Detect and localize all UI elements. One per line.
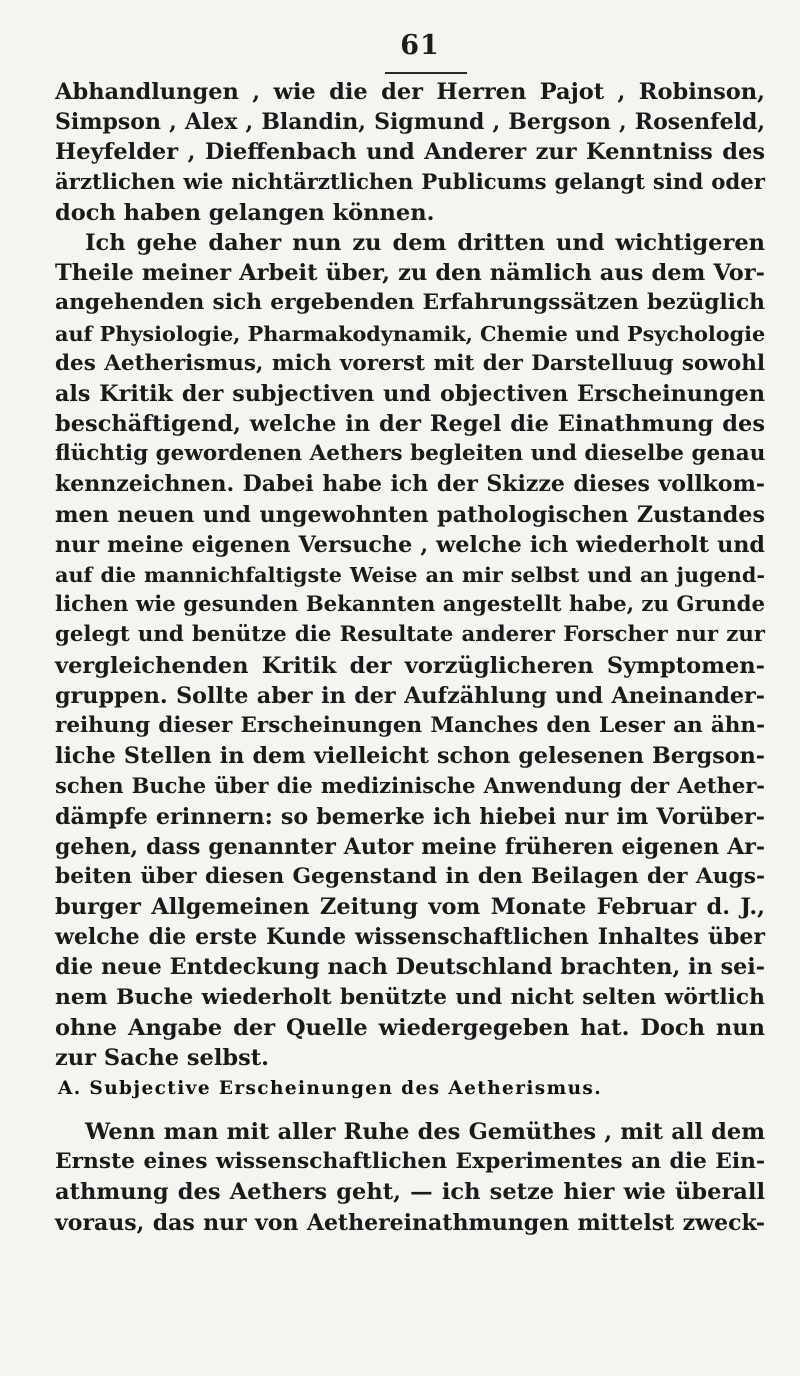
text-line: gruppen. Sollte aber in der Aufzählung und Aneinander- <box>55 682 765 709</box>
text-line: reihung dieser Erscheinungen Manches den Leser an ähn- <box>55 712 765 738</box>
text-line: auf die mannichfaltigste Weise an mir selbst und an jugend- <box>55 563 765 587</box>
text-line: men neuen und ungewohnten pathologischen Zustandes <box>55 501 765 528</box>
text-line: doch haben gelangen können. <box>55 199 435 226</box>
text-line: angehenden sich ergebenden Erfahrungssätzen bezüglich <box>55 290 765 316</box>
text-line: kennzeichnen. Dabei habe ich der Skizze dieses vollkom- <box>55 471 765 498</box>
text-line: Simpson , Alex , Blandin, Sigmund , Bergson , Rosenfeld, <box>55 109 765 136</box>
text-line: gehen, dass genannter Autor meine früheren eigenen Ar- <box>55 833 765 860</box>
text-line: Ernste eines wissenschaftlichen Experimentes an die Ein- <box>55 1149 765 1175</box>
section-heading: A. Subjective Erscheinungen des Aetherismus. <box>58 1078 603 1099</box>
text-line: Theile meiner Arbeit über, zu den nämlich aus dem Vor- <box>55 260 765 287</box>
text-line: voraus, das nur von Aethereinathmungen mittelst zweck- <box>55 1209 765 1236</box>
text-line: flüchtig gewordenen Aethers begleiten und dieselbe genau <box>55 441 766 467</box>
text-line: Heyfelder , Dieffenbach und Anderer zur Kenntniss des <box>55 139 765 166</box>
page-number-rule <box>385 72 467 74</box>
text-line: Abhandlungen , wie die der Herren Pajot , Robinson, <box>55 79 765 105</box>
text-line: Wenn man mit aller Ruhe des Gemüthes , mit all dem <box>85 1119 765 1145</box>
text-line: die neue Entdeckung nach Deutschland brachten, in sei- <box>55 954 765 981</box>
text-line: als Kritik der subjectiven und objectiven Erscheinungen <box>55 380 765 407</box>
text-line: lichen wie gesunden Bekannten angestellt habe, zu Grunde <box>55 592 765 618</box>
text-line: beiten über diesen Gegenstand in den Beilagen der Augs- <box>55 863 765 889</box>
page-number: 61 <box>400 30 440 61</box>
text-line: Ich gehe daher nun zu dem dritten und wichtigeren <box>85 229 765 256</box>
text-line: beschäftigend, welche in der Regel die Einathmung des <box>55 411 765 438</box>
text-line: auf Physiologie, Pharmakodynamik, Chemie und Psychologie <box>55 321 766 346</box>
text-line: nem Buche wiederholt benützte und nicht selten wörtlich <box>55 984 765 1010</box>
text-line: liche Stellen in dem vielleicht schon gelesenen Bergson- <box>55 743 765 770</box>
text-line: schen Buche über die medizinische Anwendung der Aether- <box>55 773 765 799</box>
body-text-continued <box>55 1117 765 1238</box>
text-line: des Aetherismus, mich vorerst mit der Darstelluug sowohl <box>55 350 765 376</box>
text-line: gelegt und benütze die Resultate anderer Forscher nur zur <box>55 622 765 648</box>
text-line: nur meine eigenen Versuche , welche ich wiederholt und <box>55 531 765 558</box>
text-line: burger Allgemeinen Zeitung vom Monate Februar d. J., <box>55 894 765 921</box>
text-line: ärztlichen wie nichtärztlichen Publicums gelangt sind oder <box>55 169 765 195</box>
text-line: athmung des Aethers geht, — ich setze hier wie überall <box>55 1179 765 1206</box>
body-text <box>55 77 765 1073</box>
text-line: dämpfe erinnern: so bemerke ich hiebei nur im Vorüber- <box>55 803 765 830</box>
text-line: zur Sache selbst. <box>55 1045 270 1071</box>
text-line: ohne Angabe der Quelle wiedergegeben hat. Doch nun <box>55 1014 765 1041</box>
text-line: vergleichenden Kritik der vorzüglicheren Symptomen- <box>55 652 765 679</box>
text-line: welche die erste Kunde wissenschaftlichen Inhaltes über <box>55 924 765 951</box>
